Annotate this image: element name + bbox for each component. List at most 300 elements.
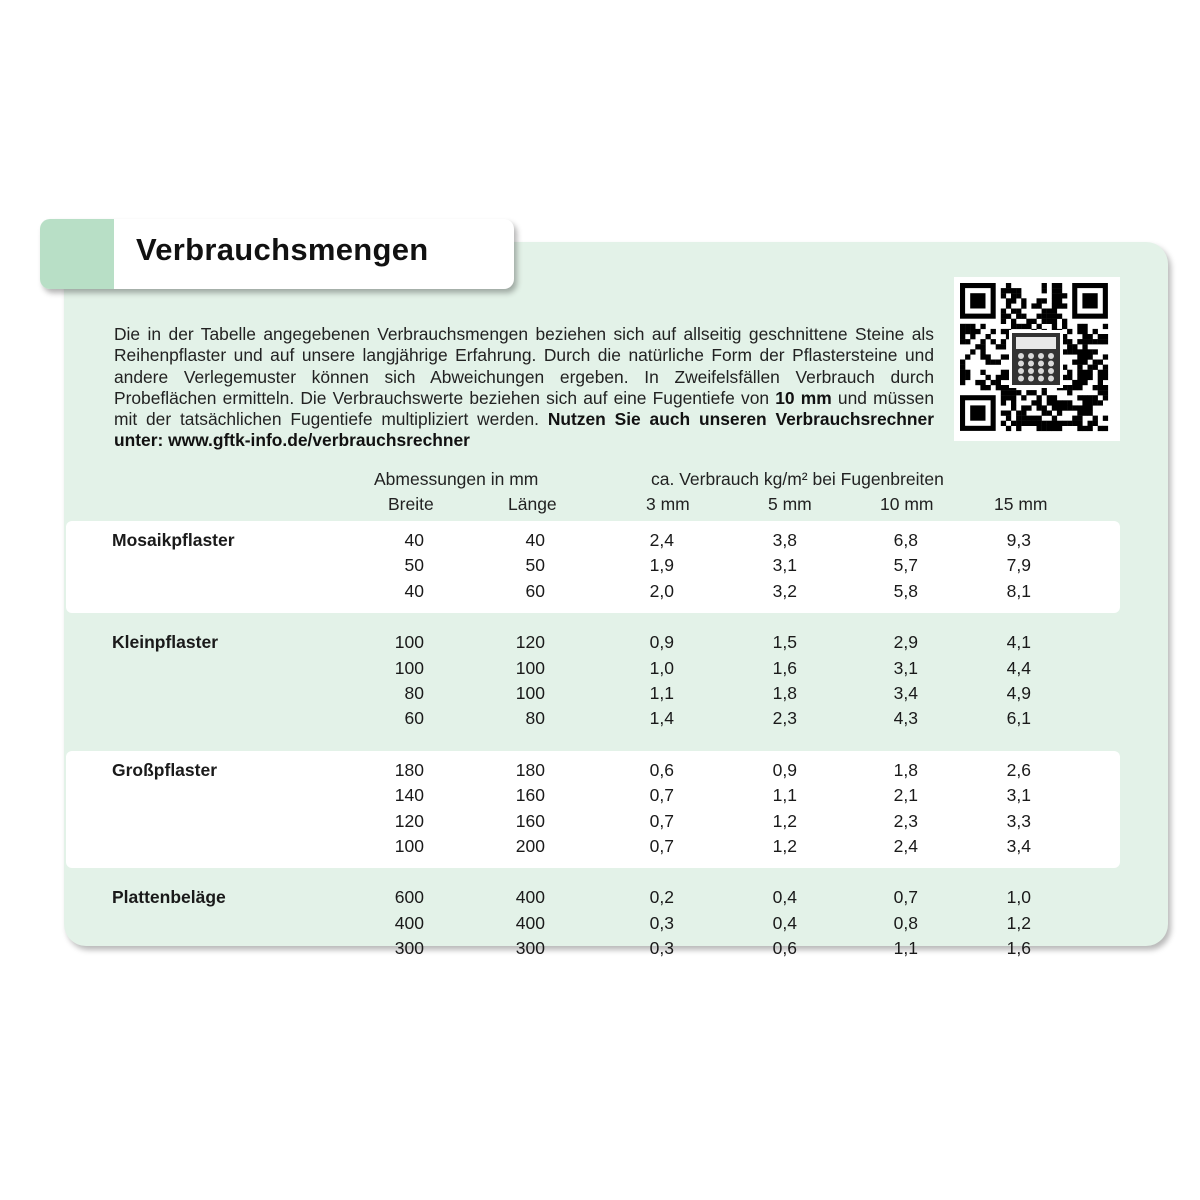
table-cell: 5,8 — [893, 580, 918, 601]
qr-module — [1082, 349, 1087, 354]
qr-module — [1026, 324, 1031, 329]
qr-module — [960, 324, 965, 329]
qr-module — [1062, 303, 1067, 308]
qr-module — [960, 365, 965, 370]
table-cell: 60 — [404, 708, 424, 729]
table-cell: 80 — [525, 708, 545, 729]
qr-module — [1093, 385, 1098, 390]
table-cell: 2,9 — [893, 632, 918, 653]
qr-module — [1062, 324, 1067, 329]
qr-module — [1088, 354, 1093, 359]
qr-module — [1016, 416, 1021, 421]
table-cell: 100 — [515, 657, 545, 678]
qr-module — [960, 370, 965, 375]
qr-module — [1062, 319, 1067, 324]
qr-module — [1103, 426, 1108, 431]
table-cell: 0,7 — [649, 785, 674, 806]
qr-module — [1077, 395, 1082, 400]
table-cell: 120 — [515, 632, 545, 653]
qr-code-graphic — [954, 277, 1120, 441]
qr-module — [1088, 405, 1093, 410]
qr-module — [1057, 400, 1062, 405]
qr-module — [1052, 314, 1057, 319]
qr-module — [1042, 405, 1047, 410]
table-cell: 50 — [404, 555, 424, 576]
qr-module — [1067, 349, 1072, 354]
qr-module — [1016, 421, 1021, 426]
table-cell: 0,3 — [649, 938, 674, 959]
qr-module — [1042, 319, 1047, 324]
qr-module — [1082, 334, 1087, 339]
qr-module — [1057, 293, 1062, 298]
qr-module — [980, 339, 985, 344]
table-cell: 2,6 — [1006, 759, 1031, 780]
qr-module — [1006, 390, 1011, 395]
table-cell: 1,2 — [1006, 912, 1031, 933]
qr-module — [1057, 314, 1062, 319]
qr-module — [1072, 416, 1077, 421]
qr-module — [1001, 375, 1006, 380]
column-header: 5 mm — [768, 494, 812, 514]
qr-module — [975, 329, 980, 334]
qr-module — [1052, 303, 1057, 308]
qr-module — [1047, 319, 1052, 324]
qr-module — [965, 375, 970, 380]
qr-module — [1062, 293, 1067, 298]
qr-module — [1001, 395, 1006, 400]
qr-module — [960, 360, 965, 365]
table-cell: 1,0 — [1006, 887, 1031, 908]
qr-module — [1001, 385, 1006, 390]
calculator-key — [1038, 376, 1044, 382]
qr-module — [1026, 405, 1031, 410]
table-cell: 0,8 — [893, 912, 918, 933]
qr-module — [980, 349, 985, 354]
qr-module — [1006, 395, 1011, 400]
table-cell: 6,8 — [893, 530, 918, 550]
qr-module — [1016, 324, 1021, 329]
table-cell: 60 — [525, 580, 545, 601]
table-cell: 100 — [394, 836, 424, 856]
qr-module — [1057, 298, 1062, 303]
qr-module — [1011, 293, 1016, 298]
table-cell: 1,1 — [649, 683, 674, 703]
qr-module — [1082, 339, 1087, 344]
qr-module — [1001, 344, 1006, 349]
qr-module — [1006, 283, 1011, 288]
qr-module — [1001, 390, 1006, 395]
calculator-key — [1028, 353, 1034, 359]
page-title: Verbrauchsmengen — [136, 232, 429, 267]
group-band — [66, 751, 1120, 869]
qr-module — [1067, 390, 1072, 395]
qr-module — [1016, 288, 1021, 293]
calculator-key — [1038, 353, 1044, 359]
qr-module — [1072, 344, 1077, 349]
table-cell: 4,9 — [1006, 683, 1031, 703]
qr-module — [1088, 334, 1093, 339]
table-cell: 8,1 — [1006, 580, 1031, 601]
qr-module — [1077, 421, 1082, 426]
qr-module — [1067, 370, 1072, 375]
table-cell: 9,3 — [1006, 530, 1031, 550]
qr-module — [1021, 395, 1026, 400]
qr-module — [1072, 385, 1077, 390]
table-cell: 80 — [404, 683, 424, 703]
qr-module — [1021, 411, 1026, 416]
qr-module — [1088, 421, 1093, 426]
qr-finder — [970, 405, 985, 420]
qr-module — [986, 375, 991, 380]
qr-module — [1082, 380, 1087, 385]
qr-module — [1057, 421, 1062, 426]
qr-module — [1011, 298, 1016, 303]
qr-module — [980, 380, 985, 385]
qr-module — [1077, 354, 1082, 359]
qr-module — [1016, 293, 1021, 298]
qr-module — [1103, 375, 1108, 380]
table-cell: 200 — [515, 836, 545, 856]
qr-module — [991, 329, 996, 334]
qr-module — [1037, 405, 1042, 410]
qr-module — [986, 334, 991, 339]
qr-module — [1077, 416, 1082, 421]
qr-module — [960, 339, 965, 344]
table-cell: 40 — [404, 530, 424, 550]
table-cell: 3,4 — [1006, 836, 1031, 856]
table-cell: 1,4 — [649, 708, 674, 729]
qr-module — [1016, 390, 1021, 395]
table-cell: 120 — [394, 810, 424, 831]
table-cell: 0,4 — [772, 887, 797, 908]
table-cell: 0,7 — [893, 887, 918, 908]
table-cell: 4,1 — [1006, 632, 1031, 653]
qr-module — [1026, 390, 1031, 395]
qr-module — [1077, 385, 1082, 390]
qr-module — [1047, 309, 1052, 314]
qr-code-icon[interactable] — [954, 277, 1120, 441]
qr-module — [1047, 314, 1052, 319]
table-cell: 40 — [404, 580, 424, 601]
qr-module — [1077, 324, 1082, 329]
table-cell: 5,7 — [893, 555, 918, 576]
table-cell: 400 — [394, 912, 424, 933]
qr-module — [980, 354, 985, 359]
qr-module — [1093, 416, 1098, 421]
qr-module — [1088, 370, 1093, 375]
qr-module — [1093, 329, 1098, 334]
table-cell: 1,6 — [772, 657, 797, 678]
group-label: Kleinpflaster — [112, 632, 218, 653]
qr-module — [1103, 385, 1108, 390]
qr-module — [1088, 375, 1093, 380]
calculator-key — [1048, 368, 1054, 374]
qr-module — [1037, 314, 1042, 319]
qr-module — [996, 385, 1001, 390]
qr-module — [1072, 349, 1077, 354]
qr-module — [960, 375, 965, 380]
qr-module — [1067, 344, 1072, 349]
qr-module — [1067, 421, 1072, 426]
qr-module — [975, 380, 980, 385]
qr-module — [1082, 411, 1087, 416]
qr-module — [970, 329, 975, 334]
qr-module — [970, 324, 975, 329]
qr-module — [1057, 303, 1062, 308]
qr-module — [1031, 319, 1036, 324]
qr-module — [1052, 288, 1057, 293]
qr-module — [1093, 400, 1098, 405]
header-consumption: ca. Verbrauch kg/m² bei Fugenbreiten — [651, 469, 944, 489]
qr-module — [1052, 426, 1057, 431]
calculator-icon — [1016, 337, 1056, 349]
qr-module — [1098, 339, 1103, 344]
qr-module — [1103, 324, 1108, 329]
qr-module — [1057, 411, 1062, 416]
calculator-key — [1048, 361, 1054, 367]
qr-module — [1006, 426, 1011, 431]
table-cell: 300 — [394, 938, 424, 959]
calculator-key — [1038, 361, 1044, 367]
table-cell: 1,8 — [772, 683, 797, 703]
qr-module — [1031, 421, 1036, 426]
qr-module — [1042, 288, 1047, 293]
table-cell: 50 — [525, 555, 545, 576]
qr-module — [980, 385, 985, 390]
table-cell: 100 — [394, 632, 424, 653]
group-label: Mosaikpflaster — [112, 530, 235, 550]
qr-module — [960, 329, 965, 334]
calculator-key — [1038, 368, 1044, 374]
qr-module — [1088, 349, 1093, 354]
qr-module — [1026, 416, 1031, 421]
qr-module — [1093, 365, 1098, 370]
qr-module — [1098, 390, 1103, 395]
qr-module — [1062, 400, 1067, 405]
qr-module — [1052, 309, 1057, 314]
qr-module — [1047, 395, 1052, 400]
qr-module — [1098, 385, 1103, 390]
qr-module — [1031, 303, 1036, 308]
qr-module — [1031, 416, 1036, 421]
qr-module — [1077, 426, 1082, 431]
qr-module — [1016, 314, 1021, 319]
qr-module — [996, 360, 1001, 365]
table-cell: 400 — [515, 912, 545, 933]
qr-module — [1037, 426, 1042, 431]
table-cell: 400 — [515, 887, 545, 908]
qr-module — [1103, 354, 1108, 359]
qr-module — [1103, 390, 1108, 395]
table-cell: 1,6 — [1006, 938, 1031, 959]
qr-module — [1006, 416, 1011, 421]
qr-module — [1082, 360, 1087, 365]
qr-module — [1042, 314, 1047, 319]
qr-module — [1082, 324, 1087, 329]
qr-module — [1082, 426, 1087, 431]
header-dimensions: Abmessungen in mm — [374, 469, 539, 489]
qr-module — [996, 344, 1001, 349]
qr-module — [1088, 411, 1093, 416]
calculator-key — [1048, 376, 1054, 382]
qr-module — [1001, 411, 1006, 416]
qr-module — [1067, 329, 1072, 334]
qr-module — [1026, 421, 1031, 426]
table-cell: 1,5 — [772, 632, 797, 653]
column-header: 10 mm — [880, 494, 934, 514]
qr-module — [1098, 375, 1103, 380]
column-header: Breite — [388, 494, 434, 514]
qr-module — [1093, 421, 1098, 426]
qr-module — [1072, 421, 1077, 426]
qr-module — [1077, 365, 1082, 370]
qr-module — [1021, 303, 1026, 308]
calculator-key — [1028, 361, 1034, 367]
qr-module — [1098, 370, 1103, 375]
qr-module — [1057, 405, 1062, 410]
qr-module — [1006, 303, 1011, 308]
qr-module — [1037, 421, 1042, 426]
qr-module — [1067, 339, 1072, 344]
qr-module — [1082, 395, 1087, 400]
qr-module — [1103, 334, 1108, 339]
intro-text: Die in der Tabelle angegebenen Verbrauchsmengen beziehen sich auf allseitig geschnittene Steine als Reihenpflaster und auf unsere langjährige Erfahrung. Durch die natürliche Form der Pflastersteine und andere Verlegemuster können sich Abweichungen ergeben. In Zweifelsfällen Verbrauch durch Probeflächen ermitteln. Die Verbrauchswerte beziehen sich auf eine Fugentiefe von — [114, 324, 934, 408]
qr-module — [1037, 395, 1042, 400]
qr-finder — [970, 293, 985, 308]
qr-module — [1052, 416, 1057, 421]
qr-module — [1082, 329, 1087, 334]
qr-module — [1098, 426, 1103, 431]
table-cell: 0,4 — [772, 912, 797, 933]
qr-module — [991, 380, 996, 385]
qr-module — [1077, 349, 1082, 354]
qr-module — [1001, 288, 1006, 293]
table-cell: 2,3 — [893, 810, 918, 831]
qr-module — [1088, 400, 1093, 405]
group-label: Großpflaster — [112, 759, 218, 780]
qr-module — [1103, 370, 1108, 375]
calculator-key — [1048, 353, 1054, 359]
table-cell: 180 — [394, 759, 424, 780]
table-cell: 1,1 — [893, 938, 918, 959]
table-cell: 180 — [515, 759, 545, 780]
table-cell: 1,8 — [893, 759, 918, 780]
qr-module — [1042, 390, 1047, 395]
table-cell: 160 — [515, 785, 545, 806]
qr-module — [1072, 405, 1077, 410]
qr-module — [980, 324, 985, 329]
qr-module — [1037, 324, 1042, 329]
qr-finder — [1082, 293, 1097, 308]
qr-module — [1093, 339, 1098, 344]
qr-module — [1098, 360, 1103, 365]
table-cell: 4,3 — [893, 708, 918, 729]
qr-module — [1098, 334, 1103, 339]
qr-module — [965, 339, 970, 344]
qr-module — [1011, 324, 1016, 329]
table-cell: 0,6 — [772, 938, 797, 959]
qr-module — [1057, 283, 1062, 288]
qr-module — [1011, 319, 1016, 324]
qr-module — [1052, 283, 1057, 288]
table-cell: 2,3 — [772, 708, 797, 729]
qr-module — [1052, 405, 1057, 410]
calculator-key — [1018, 353, 1024, 359]
qr-module — [1037, 400, 1042, 405]
table-cell: 0,2 — [649, 887, 674, 908]
qr-module — [1088, 339, 1093, 344]
qr-module — [1021, 298, 1026, 303]
calculator-key — [1018, 376, 1024, 382]
qr-module — [1006, 411, 1011, 416]
qr-module — [1001, 370, 1006, 375]
intro-text-2: und müssen mit der tatsächlichen Fugentiefe multipliziert werden. — [114, 387, 934, 430]
qr-module — [960, 380, 965, 385]
qr-module — [986, 385, 991, 390]
table-cell: 1,1 — [772, 785, 797, 806]
column-header: Länge — [508, 494, 557, 514]
qr-module — [1103, 365, 1108, 370]
table-cell: 3,2 — [772, 580, 797, 601]
qr-module — [1001, 354, 1006, 359]
calculator-key — [1028, 368, 1034, 374]
qr-module — [1047, 421, 1052, 426]
qr-module — [1001, 309, 1006, 314]
qr-module — [1021, 421, 1026, 426]
title-tab — [40, 219, 514, 289]
qr-module — [1006, 288, 1011, 293]
qr-module — [1011, 400, 1016, 405]
qr-module — [1047, 411, 1052, 416]
qr-module — [1088, 365, 1093, 370]
title-accent-bar — [40, 219, 114, 289]
qr-module — [1011, 309, 1016, 314]
qr-module — [1103, 416, 1108, 421]
qr-module — [1031, 390, 1036, 395]
table-cell: 1,0 — [649, 657, 674, 678]
qr-module — [1077, 411, 1082, 416]
qr-module — [1077, 370, 1082, 375]
table-cell: 0,3 — [649, 912, 674, 933]
qr-module — [1021, 314, 1026, 319]
qr-module — [1067, 400, 1072, 405]
qr-module — [1001, 400, 1006, 405]
qr-module — [1098, 400, 1103, 405]
qr-module — [1052, 298, 1057, 303]
qr-module — [1001, 319, 1006, 324]
qr-module — [965, 354, 970, 359]
calculator-key — [1018, 368, 1024, 374]
table-cell: 1,2 — [772, 836, 797, 856]
qr-module — [1006, 314, 1011, 319]
table-cell: 4,4 — [1006, 657, 1031, 678]
qr-module — [1021, 416, 1026, 421]
qr-module — [1021, 324, 1026, 329]
table-cell: 2,4 — [893, 836, 918, 856]
intro-depth: 10 mm — [775, 387, 832, 408]
qr-module — [1072, 360, 1077, 365]
qr-module — [1042, 298, 1047, 303]
qr-module — [1077, 339, 1082, 344]
qr-module — [1037, 416, 1042, 421]
calculator-link[interactable]: Nutzen Sie auch unseren Verbrauchsrechner unter: www.gftk-info.de/verbrauchsrechner — [114, 409, 934, 451]
qr-module — [1057, 288, 1062, 293]
qr-module — [1031, 400, 1036, 405]
table-cell: 0,7 — [649, 810, 674, 831]
qr-module — [1047, 400, 1052, 405]
calculator-key — [1018, 361, 1024, 367]
table-cell: 0,9 — [772, 759, 797, 780]
